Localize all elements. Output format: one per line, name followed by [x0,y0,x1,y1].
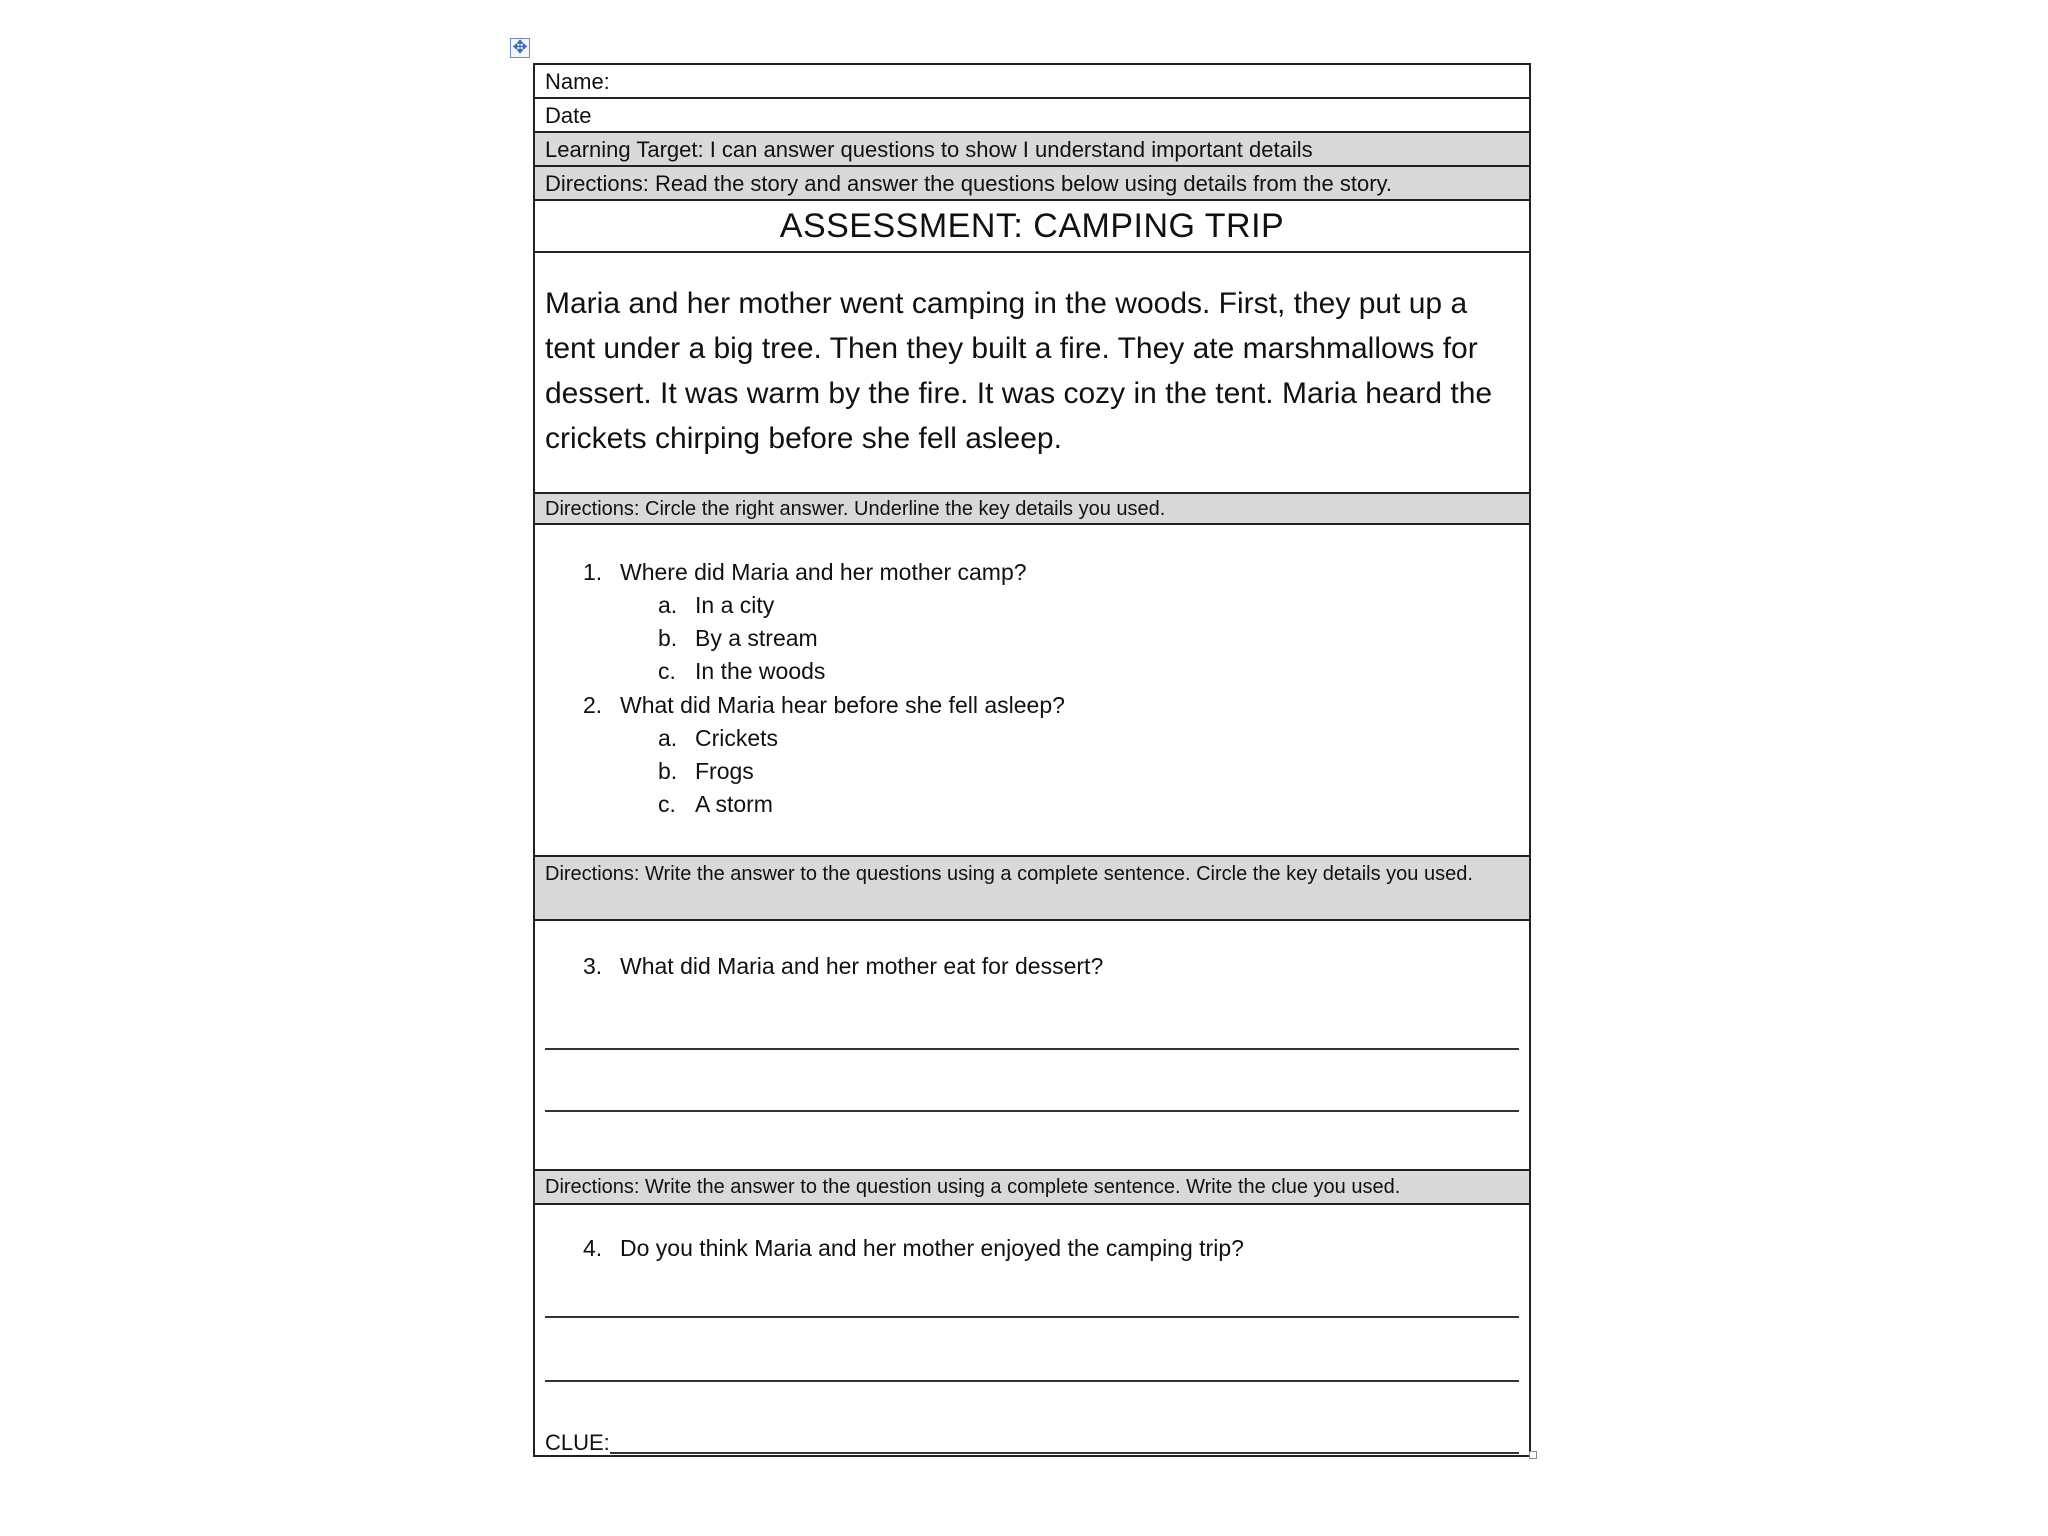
answer-line[interactable] [545,1379,1519,1382]
multiple-choice-section [535,525,1529,857]
worksheet-table [533,63,1531,1457]
table-move-icon[interactable]: ✥ [510,38,530,58]
story-passage: Maria and her mother went camping in the woods. First, they put up a tent under a big tree. Then they built a fire. They ate marshmallows for dessert. It was warm by the fire. It was cozy in the tent. Maria heard the crickets chirping before she fell asleep. [545,287,1493,455]
option-text: In the woods [695,658,826,684]
option-letter: a. [658,592,678,618]
story-passage-row [535,253,1529,494]
clue-label: CLUE: [545,1428,610,1455]
answer-line[interactable] [545,1109,1519,1112]
question-4-section [535,1205,1529,1455]
question-number: 1. [583,559,603,585]
question-2 [545,688,1519,722]
question-3 [545,949,1519,983]
answer-option[interactable] [545,622,1519,655]
written-answer-directions: Directions: Write the answer to the questions using a complete sentence. Circle the key details you used. [545,863,1473,885]
question-number: 4. [583,1235,603,1261]
clue-field[interactable] [545,1428,1519,1455]
name-label: Name: [545,69,610,94]
option-text: Frogs [695,758,754,784]
option-text: Crickets [695,725,779,751]
question-number: 2. [583,692,603,718]
clue-directions: Directions: Write the answer to the question using a complete sentence. Write the clue you used. [545,1176,1401,1198]
question-1 [545,555,1519,589]
option-letter: b. [658,625,678,651]
answer-option[interactable] [545,655,1519,688]
multiple-choice-directions-row [535,494,1529,525]
question-3-section [535,921,1529,1171]
answer-line[interactable] [545,1047,1519,1050]
clue-directions-row [535,1171,1529,1205]
answer-option[interactable] [545,722,1519,755]
option-text: A storm [695,791,773,817]
reading-directions-row [535,167,1529,201]
assessment-title: ASSESSMENT: CAMPING TRIP [779,207,1285,245]
reading-directions-text: Directions: Read the story and answer the questions below using details from the story. [545,171,1393,196]
option-text: In a city [695,592,775,618]
answer-option[interactable] [545,755,1519,788]
option-letter: a. [658,725,678,751]
assessment-title-row [535,201,1529,253]
answer-option[interactable] [545,788,1519,821]
clue-line[interactable] [605,1452,1519,1454]
multiple-choice-directions: Directions: Circle the right answer. Underline the key details you used. [545,498,1166,520]
question-4 [545,1231,1519,1265]
name-field[interactable] [535,65,1529,99]
question-number: 3. [583,953,603,979]
learning-target-row [535,133,1529,167]
question-text: Do you think Maria and her mother enjoyed the camping trip? [620,1235,1244,1261]
answer-line[interactable] [545,1315,1519,1318]
question-text: What did Maria and her mother eat for dessert? [620,953,1104,979]
answer-option[interactable] [545,589,1519,622]
option-text: By a stream [695,625,818,651]
date-label: Date [545,103,592,128]
table-resize-handle-icon[interactable] [1529,1451,1537,1459]
date-field[interactable] [535,99,1529,133]
option-letter: c. [658,791,676,817]
option-letter: c. [658,658,676,684]
option-letter: b. [658,758,678,784]
written-answer-directions-row [535,857,1529,921]
question-text: Where did Maria and her mother camp? [620,559,1027,585]
question-text: What did Maria hear before she fell asleep? [620,692,1065,718]
learning-target-text: Learning Target: I can answer questions to show I understand important details [545,137,1313,162]
